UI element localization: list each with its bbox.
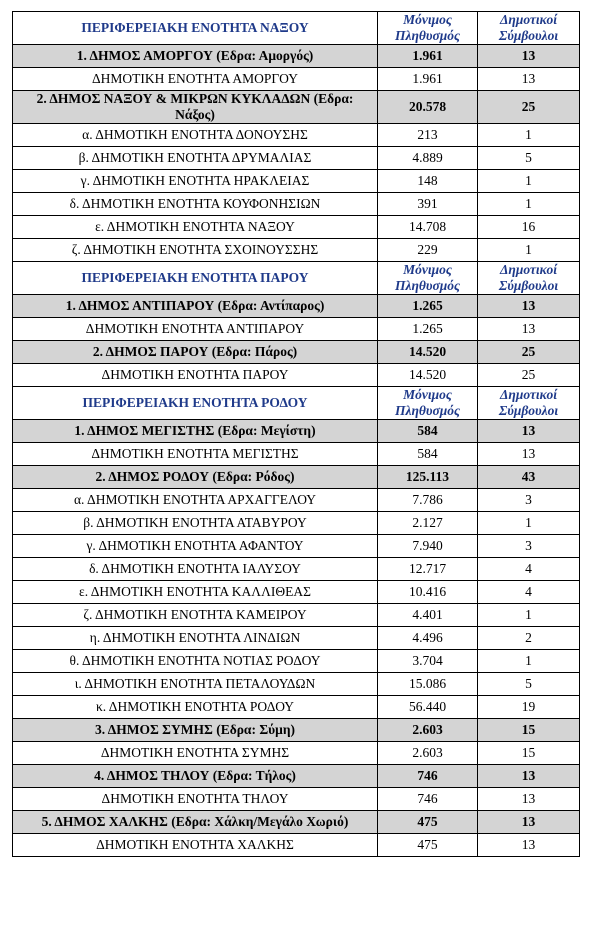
councillors-cell: 19 xyxy=(478,696,580,719)
municipality-row xyxy=(13,420,580,443)
population-cell: 2.603 xyxy=(378,719,478,742)
municipality-row xyxy=(13,811,580,834)
municipal-unit-row xyxy=(13,558,580,581)
councillors-cell: 3 xyxy=(478,535,580,558)
councillors-cell: 5 xyxy=(478,673,580,696)
municipal-unit-row xyxy=(13,535,580,558)
population-cell: 584 xyxy=(378,443,478,466)
population-cell: 4.889 xyxy=(378,147,478,170)
municipal-unit-row xyxy=(13,147,580,170)
councillors-cell: 13 xyxy=(478,45,580,68)
councillors-cell: 4 xyxy=(478,581,580,604)
municipal-unit-row xyxy=(13,650,580,673)
municipal-unit-name: β. ΔΗΜΟΤΙΚΗ ΕΝΟΤΗΤΑ ΔΡΥΜΑΛΙΑΣ xyxy=(13,147,378,170)
municipality-row xyxy=(13,719,580,742)
population-cell: 1.265 xyxy=(378,318,478,341)
population-cell: 148 xyxy=(378,170,478,193)
region-header-row xyxy=(13,262,580,295)
municipal-unit-name: ΔΗΜΟΤΙΚΗ ΕΝΟΤΗΤΑ ΑΝΤΙΠΑΡΟΥ xyxy=(13,318,378,341)
councillors-column-header: Δημοτικοί Σύμβουλοι xyxy=(478,387,580,420)
municipal-unit-row xyxy=(13,443,580,466)
population-cell: 213 xyxy=(378,124,478,147)
population-cell: 2.127 xyxy=(378,512,478,535)
population-cell: 125.113 xyxy=(378,466,478,489)
councillors-cell: 2 xyxy=(478,627,580,650)
population-cell: 56.440 xyxy=(378,696,478,719)
municipality-row xyxy=(13,91,580,124)
population-column-header: Μόνιμος Πληθυσμός xyxy=(378,387,478,420)
councillors-cell: 1 xyxy=(478,512,580,535)
councillors-cell: 13 xyxy=(478,68,580,91)
population-cell: 746 xyxy=(378,765,478,788)
municipal-unit-name: ΔΗΜΟΤΙΚΗ ΕΝΟΤΗΤΑ ΣΥΜΗΣ xyxy=(13,742,378,765)
councillors-cell: 13 xyxy=(478,765,580,788)
councillors-cell: 1 xyxy=(478,239,580,262)
municipal-unit-row xyxy=(13,193,580,216)
population-cell: 7.940 xyxy=(378,535,478,558)
municipality-row xyxy=(13,466,580,489)
councillors-cell: 1 xyxy=(478,650,580,673)
municipality-row xyxy=(13,45,580,68)
councillors-cell: 13 xyxy=(478,443,580,466)
municipal-unit-row xyxy=(13,673,580,696)
councillors-cell: 3 xyxy=(478,489,580,512)
municipal-unit-row xyxy=(13,696,580,719)
municipal-unit-row xyxy=(13,216,580,239)
municipality-name: 3. ΔΗΜΟΣ ΣΥΜΗΣ (Εδρα: Σύμη) xyxy=(13,719,378,742)
municipal-unit-row xyxy=(13,364,580,387)
region-header-row xyxy=(13,387,580,420)
municipality-name: 1. ΔΗΜΟΣ ΑΜΟΡΓΟΥ (Εδρα: Αμοργός) xyxy=(13,45,378,68)
councillors-cell: 1 xyxy=(478,170,580,193)
region-name: ΠΕΡΙΦΕΡΕΙΑΚΗ ΕΝΟΤΗΤΑ ΝΑΞΟΥ xyxy=(13,12,378,45)
region-name: ΠΕΡΙΦΕΡΕΙΑΚΗ ΕΝΟΤΗΤΑ ΡΟΔΟΥ xyxy=(13,387,378,420)
municipal-unit-name: ΔΗΜΟΤΙΚΗ ΕΝΟΤΗΤΑ ΧΑΛΚΗΣ xyxy=(13,834,378,857)
municipal-unit-row xyxy=(13,170,580,193)
population-cell: 3.704 xyxy=(378,650,478,673)
municipal-unit-name: ε. ΔΗΜΟΤΙΚΗ ΕΝΟΤΗΤΑ ΝΑΞΟΥ xyxy=(13,216,378,239)
municipal-unit-name: ι. ΔΗΜΟΤΙΚΗ ΕΝΟΤΗΤΑ ΠΕΤΑΛΟΥΔΩΝ xyxy=(13,673,378,696)
municipality-name: 1. ΔΗΜΟΣ ΑΝΤΙΠΑΡΟΥ (Εδρα: Αντίπαρος) xyxy=(13,295,378,318)
municipality-name: 2. ΔΗΜΟΣ ΡΟΔΟΥ (Εδρα: Ρόδος) xyxy=(13,466,378,489)
municipal-unit-name: ε. ΔΗΜΟΤΙΚΗ ΕΝΟΤΗΤΑ ΚΑΛΛΙΘΕΑΣ xyxy=(13,581,378,604)
municipal-unit-name: δ. ΔΗΜΟΤΙΚΗ ΕΝΟΤΗΤΑ ΙΑΛΥΣΟΥ xyxy=(13,558,378,581)
population-cell: 7.786 xyxy=(378,489,478,512)
councillors-cell: 13 xyxy=(478,834,580,857)
councillors-cell: 16 xyxy=(478,216,580,239)
municipal-unit-name: ζ. ΔΗΜΟΤΙΚΗ ΕΝΟΤΗΤΑ ΚΑΜΕΙΡΟΥ xyxy=(13,604,378,627)
councillors-cell: 1 xyxy=(478,604,580,627)
municipal-unit-row xyxy=(13,239,580,262)
population-cell: 4.496 xyxy=(378,627,478,650)
municipal-unit-name: ΔΗΜΟΤΙΚΗ ΕΝΟΤΗΤΑ ΑΜΟΡΓΟΥ xyxy=(13,68,378,91)
population-cell: 14.520 xyxy=(378,341,478,364)
municipality-name: 2. ΔΗΜΟΣ ΝΑΞΟΥ & ΜΙΚΡΩΝ ΚΥΚΛΑΔΩΝ (Εδρα: Νάξος) xyxy=(13,91,378,124)
municipal-unit-name: η. ΔΗΜΟΤΙΚΗ ΕΝΟΤΗΤΑ ΛΙΝΔΙΩΝ xyxy=(13,627,378,650)
municipal-unit-name: α. ΔΗΜΟΤΙΚΗ ΕΝΟΤΗΤΑ ΔΟΝΟΥΣΗΣ xyxy=(13,124,378,147)
municipal-unit-row xyxy=(13,124,580,147)
councillors-cell: 1 xyxy=(478,193,580,216)
municipal-unit-name: γ. ΔΗΜΟΤΙΚΗ ΕΝΟΤΗΤΑ ΗΡΑΚΛΕΙΑΣ xyxy=(13,170,378,193)
municipal-unit-name: κ. ΔΗΜΟΤΙΚΗ ΕΝΟΤΗΤΑ ΡΟΔΟΥ xyxy=(13,696,378,719)
population-cell: 15.086 xyxy=(378,673,478,696)
municipal-unit-name: ΔΗΜΟΤΙΚΗ ΕΝΟΤΗΤΑ ΜΕΓΙΣΤΗΣ xyxy=(13,443,378,466)
municipal-unit-name: ΔΗΜΟΤΙΚΗ ΕΝΟΤΗΤΑ ΤΗΛΟΥ xyxy=(13,788,378,811)
population-cell: 584 xyxy=(378,420,478,443)
municipality-row xyxy=(13,295,580,318)
municipal-unit-name: ζ. ΔΗΜΟΤΙΚΗ ΕΝΟΤΗΤΑ ΣΧΟΙΝΟΥΣΣΗΣ xyxy=(13,239,378,262)
municipality-name: 4. ΔΗΜΟΣ ΤΗΛΟΥ (Εδρα: Τήλος) xyxy=(13,765,378,788)
municipal-unit-row xyxy=(13,489,580,512)
municipal-unit-name: ΔΗΜΟΤΙΚΗ ΕΝΟΤΗΤΑ ΠΑΡΟΥ xyxy=(13,364,378,387)
municipal-unit-row xyxy=(13,604,580,627)
municipal-unit-row xyxy=(13,512,580,535)
municipal-unit-row xyxy=(13,627,580,650)
municipality-name: 1. ΔΗΜΟΣ ΜΕΓΙΣΤΗΣ (Εδρα: Μεγίστη) xyxy=(13,420,378,443)
population-column-header: Μόνιμος Πληθυσμός xyxy=(378,12,478,45)
population-cell: 2.603 xyxy=(378,742,478,765)
councillors-cell: 13 xyxy=(478,295,580,318)
councillors-cell: 13 xyxy=(478,420,580,443)
councillors-cell: 43 xyxy=(478,466,580,489)
municipal-unit-row xyxy=(13,581,580,604)
councillors-cell: 25 xyxy=(478,341,580,364)
councillors-cell: 25 xyxy=(478,91,580,124)
population-cell: 14.520 xyxy=(378,364,478,387)
population-cell: 4.401 xyxy=(378,604,478,627)
municipal-unit-name: θ. ΔΗΜΟΤΙΚΗ ΕΝΟΤΗΤΑ ΝΟΤΙΑΣ ΡΟΔΟΥ xyxy=(13,650,378,673)
population-cell: 1.961 xyxy=(378,68,478,91)
municipal-unit-name: γ. ΔΗΜΟΤΙΚΗ ΕΝΟΤΗΤΑ ΑΦΑΝΤΟΥ xyxy=(13,535,378,558)
population-cell: 1.961 xyxy=(378,45,478,68)
population-cell: 229 xyxy=(378,239,478,262)
municipal-unit-row xyxy=(13,68,580,91)
councillors-cell: 4 xyxy=(478,558,580,581)
municipal-unit-name: α. ΔΗΜΟΤΙΚΗ ΕΝΟΤΗΤΑ ΑΡΧΑΓΓΕΛΟΥ xyxy=(13,489,378,512)
municipality-name: 5. ΔΗΜΟΣ ΧΑΛΚΗΣ (Εδρα: Χάλκη/Μεγάλο Χωριό) xyxy=(13,811,378,834)
population-cell: 475 xyxy=(378,811,478,834)
municipality-row xyxy=(13,341,580,364)
municipal-unit-row xyxy=(13,318,580,341)
councillors-cell: 13 xyxy=(478,788,580,811)
councillors-cell: 15 xyxy=(478,719,580,742)
region-name: ΠΕΡΙΦΕΡΕΙΑΚΗ ΕΝΟΤΗΤΑ ΠΑΡΟΥ xyxy=(13,262,378,295)
municipalities-table xyxy=(12,11,580,857)
municipal-unit-row xyxy=(13,834,580,857)
councillors-cell: 25 xyxy=(478,364,580,387)
councillors-column-header: Δημοτικοί Σύμβουλοι xyxy=(478,12,580,45)
population-cell: 10.416 xyxy=(378,581,478,604)
population-cell: 20.578 xyxy=(378,91,478,124)
population-cell: 1.265 xyxy=(378,295,478,318)
councillors-cell: 5 xyxy=(478,147,580,170)
table-body xyxy=(13,12,580,857)
population-cell: 746 xyxy=(378,788,478,811)
municipal-unit-name: β. ΔΗΜΟΤΙΚΗ ΕΝΟΤΗΤΑ ΑΤΑΒΥΡΟΥ xyxy=(13,512,378,535)
councillors-cell: 13 xyxy=(478,318,580,341)
population-cell: 391 xyxy=(378,193,478,216)
municipality-name: 2. ΔΗΜΟΣ ΠΑΡΟΥ (Εδρα: Πάρος) xyxy=(13,341,378,364)
councillors-cell: 1 xyxy=(478,124,580,147)
region-header-row xyxy=(13,12,580,45)
councillors-cell: 15 xyxy=(478,742,580,765)
municipal-unit-row xyxy=(13,742,580,765)
councillors-cell: 13 xyxy=(478,811,580,834)
municipal-unit-name: δ. ΔΗΜΟΤΙΚΗ ΕΝΟΤΗΤΑ ΚΟΥΦΟΝΗΣΙΩΝ xyxy=(13,193,378,216)
councillors-column-header: Δημοτικοί Σύμβουλοι xyxy=(478,262,580,295)
population-cell: 14.708 xyxy=(378,216,478,239)
population-cell: 12.717 xyxy=(378,558,478,581)
municipality-row xyxy=(13,765,580,788)
population-column-header: Μόνιμος Πληθυσμός xyxy=(378,262,478,295)
municipal-unit-row xyxy=(13,788,580,811)
population-cell: 475 xyxy=(378,834,478,857)
